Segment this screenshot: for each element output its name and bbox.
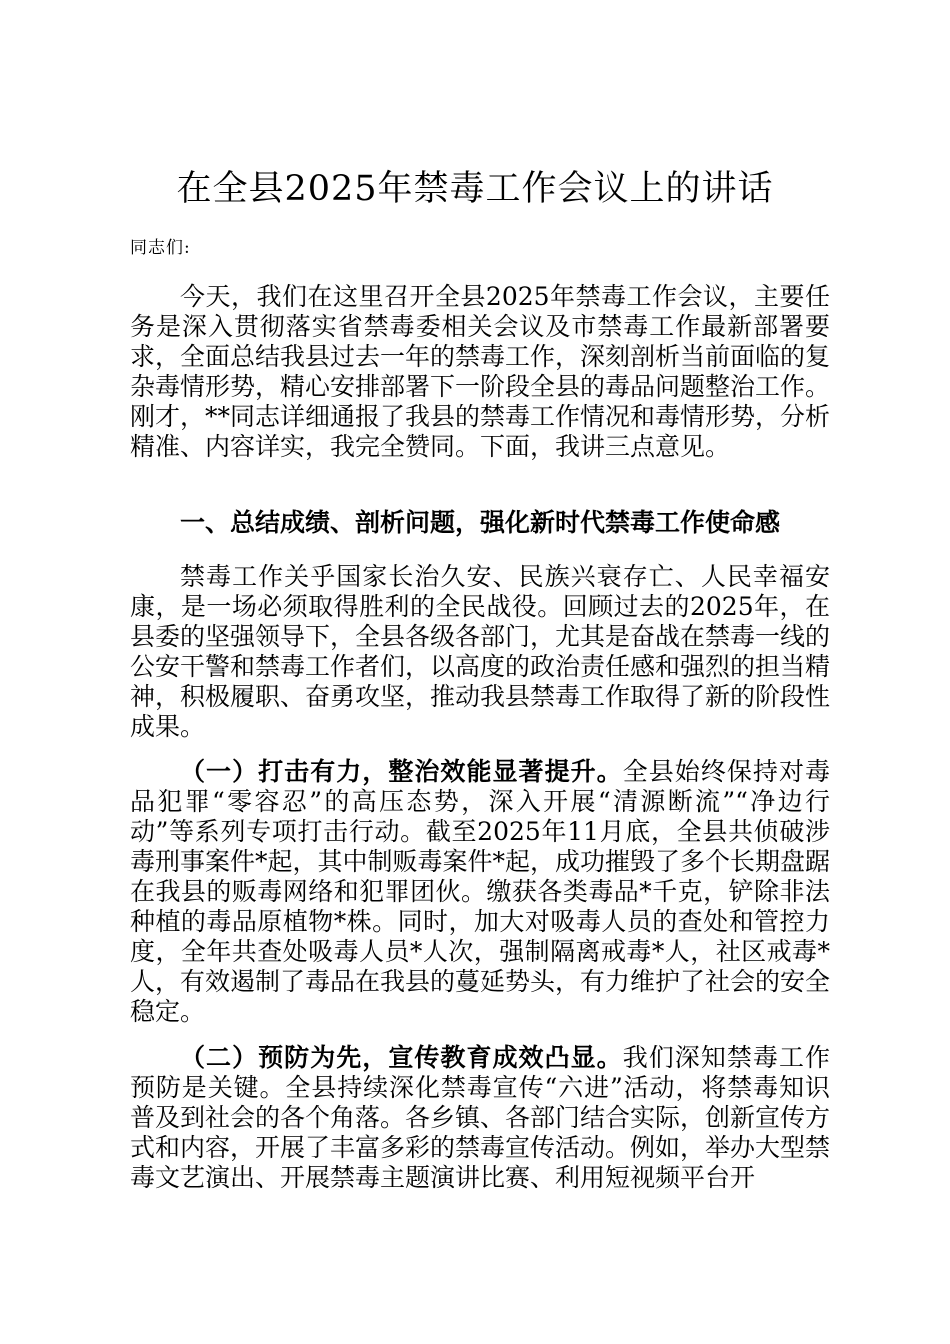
paragraph-prevention-lead: （二）预防为先，宣传教育成效凸显。 <box>180 1043 623 1072</box>
salutation: 同志们: <box>130 238 191 258</box>
paragraph-prevention-text: 我们深知禁毒工作预防是关键。全县持续深化禁毒宣传“六进”活动，将禁毒知识普及到社会的各个角落。各乡镇、各部门结合实际，创新宣传方式和内容，开展了丰富多彩的禁毒宣传活动。例如，举办大型禁毒文艺演出、开展禁毒主题演讲比赛、利用短视频平台开 <box>130 1043 831 1192</box>
paragraph-intro: 今天，我们在这里召开全县2025年禁毒工作会议，主要任务是深入贯彻落实省禁毒委相关会议及市禁毒工作最新部署要求，全面总结我县过去一年的禁毒工作，深刻剖析当前面临的复杂毒情形势，精心安排部署下一阶段全县的毒品问题整治工作。刚才，**同志详细通报了我县的禁毒工作情况和毒情形势，分析精准、内容详实，我完全赞同。下面，我讲三点意见。 <box>130 282 831 461</box>
paragraph-crackdown <box>130 757 830 1027</box>
document-title: 在全县2025年禁毒工作会议上的讲话 <box>176 169 774 209</box>
paragraph-prevention <box>130 1043 830 1193</box>
section-heading-1: 一、总结成绩、剖析问题，强化新时代禁毒工作使命感 <box>180 508 781 537</box>
paragraph-review: 禁毒工作关乎国家长治久安、民族兴衰存亡、人民幸福安康，是一场必须取得胜利的全民战役。回顾过去的2025年，在县委的坚强领导下，全县各级各部门，尤其是奋战在禁毒一线的公安干警和禁毒工作者们，以高度的政治责任感和强烈的担当精神，积极履职、奋勇攻坚，推动我县禁毒工作取得了新的阶段性成果。 <box>130 562 831 741</box>
paragraph-crackdown-text: 全县始终保持对毒品犯罪“零容忍”的高压态势，深入开展“清源断流”“净边行动”等系列专项打击行动。截至2025年11月底，全县共侦破涉毒刑事案件*起，其中制贩毒案件*起，成功摧毁了多个长期盘踞在我县的贩毒网络和犯罪团伙。缴获各类毒品*千克，铲除非法种植的毒品原植物*株。同时，加大对吸毒人员的查处和管控力度，全年共查处吸毒人员*人次，强制隔离戒毒*人，社区戒毒*人，有效遏制了毒品在我县的蔓延势头，有力维护了社会的安全稳定。 <box>130 757 831 1026</box>
paragraph-crackdown-lead: （一）打击有力，整治效能显著提升。 <box>180 757 623 786</box>
